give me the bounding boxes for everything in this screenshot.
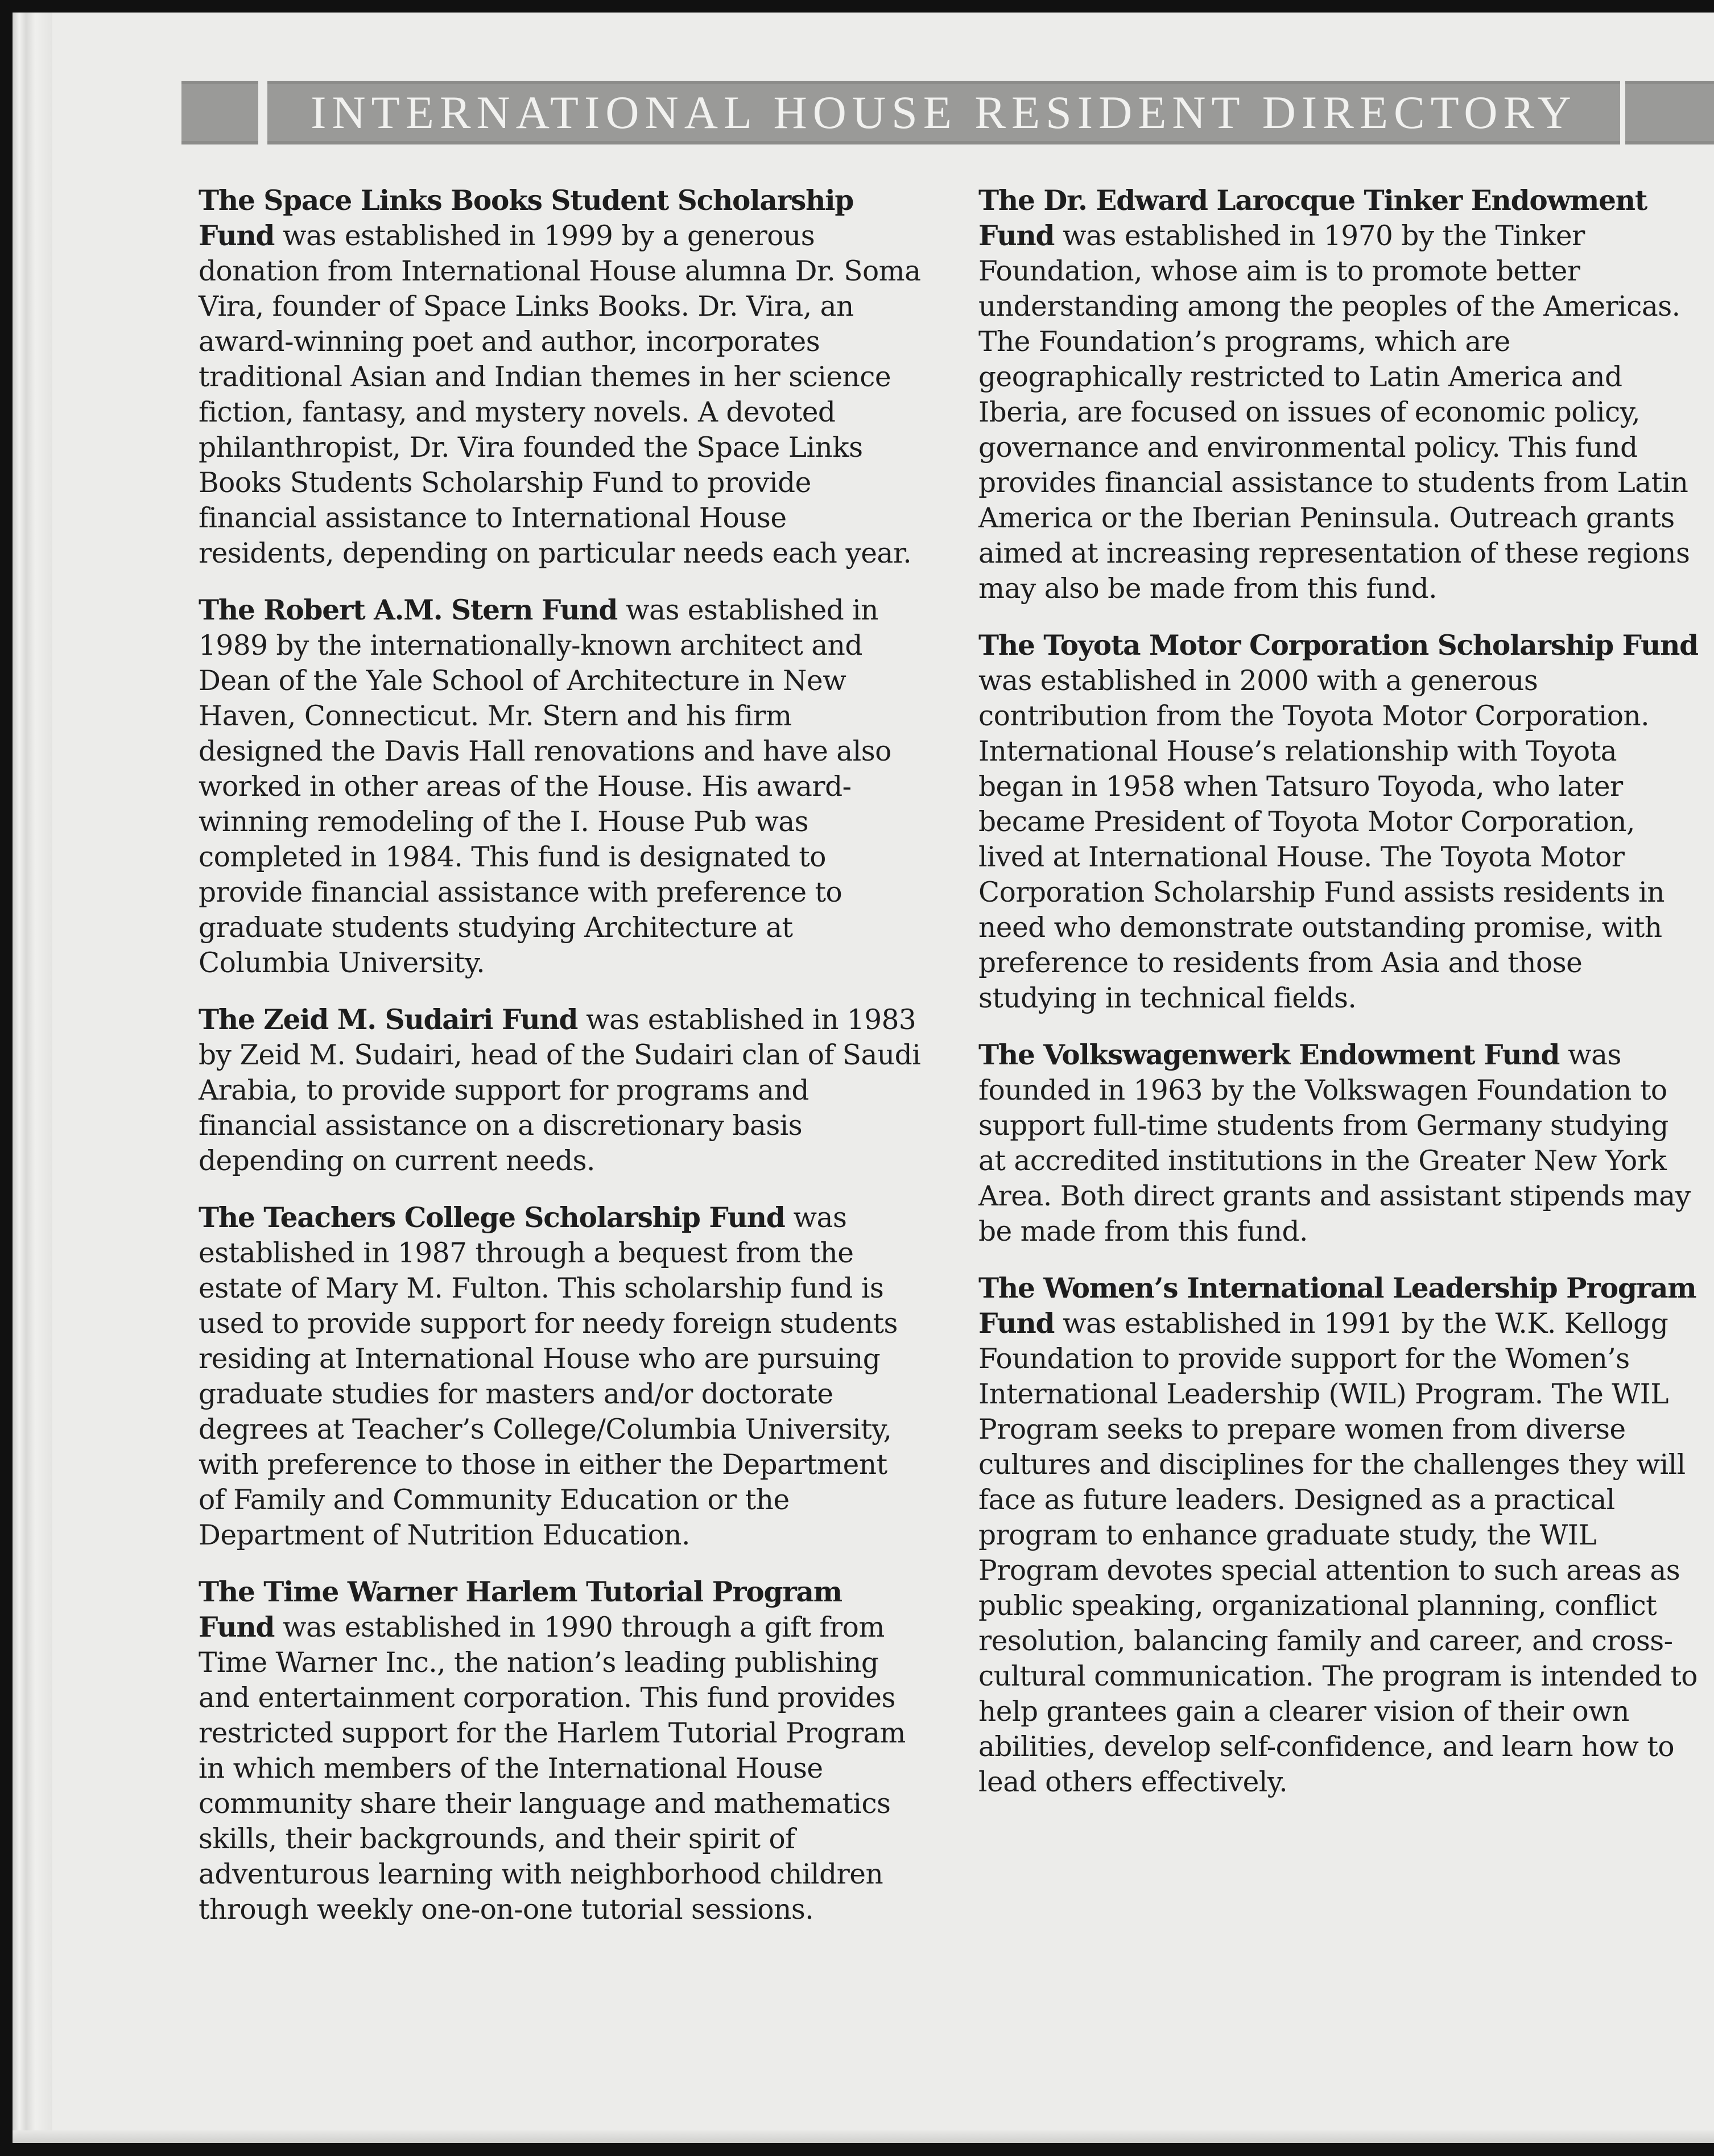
page-bottom-edge [13, 2130, 1714, 2143]
fund-entry [199, 1002, 921, 1179]
left-column [199, 183, 921, 1949]
fund-title: The Volkswagenwerk Endowment Fund [978, 1039, 1560, 1071]
header-title-bar [267, 81, 1620, 144]
fund-entry [199, 183, 921, 571]
fund-entry [978, 1038, 1704, 1249]
fund-description: was established in 1983 by Zeid M. Sudairi, head of the Sudairi clan of Saudi Arabia, to provide support for programs and financial assistance on a discretionary basis depending on current needs. [199, 1004, 921, 1177]
fund-title: The Robert A.M. Stern Fund [199, 594, 618, 626]
fund-entry [199, 1200, 921, 1553]
fund-entry [978, 1271, 1704, 1800]
fund-title: The Time Warner Harlem Tutorial Program Fund [199, 1576, 842, 1643]
fund-title: The Teachers College Scholarship Fund [199, 1201, 785, 1234]
fund-title: The Zeid M. Sudairi Fund [199, 1003, 578, 1036]
fund-entry [978, 183, 1704, 606]
fund-description: was established in 1970 by the Tinker Foundation, whose aim is to promote better understanding among the peoples of the Americas. The Foundation’s programs, which are geographically restricted to Latin America and Iberia, are focused on issues of economic policy, governance and environmental policy. This fund provides financial assistance to students from Latin America or the Iberian Peninsula. Outreach grants aimed at increasing representation of these regions may also be made from this fund. [978, 220, 1690, 605]
fund-title: The Women’s International Leadership Program Fund [978, 1272, 1696, 1340]
header-right-block [1625, 81, 1714, 144]
fund-description: was established in 1989 by the internationally-known architect and Dean of the Yale School of Architecture in New Haven, Connecticut. Mr. Stern and his firm designed the Davis Hall renovations and have also worked in other areas of the House. His award-winning remodeling of the I. House Pub was completed in 1984. This fund is designated to provide financial assistance with preference to graduate students studying Architecture at Columbia University. [199, 594, 891, 979]
fund-description: was established in 1987 through a bequest from the estate of Mary M. Fulton. This scholarship fund is used to provide support for needy foreign students residing at International House who are pursuing graduate studies for masters and/or doctorate degrees at Teacher’s College/Columbia University, with preference to those in either the Department of Family and Community Education or the Department of Nutrition Education. [199, 1202, 898, 1551]
scanned-page [13, 13, 1714, 2143]
fund-title: The Space Links Books Student Scholarship Fund [199, 184, 854, 252]
fund-entry [199, 1575, 921, 1927]
right-column [978, 183, 1704, 1822]
fund-entry [199, 593, 921, 981]
fund-description: was established in 1991 by the W.K. Kellogg Foundation to provide support for the Women’s International Leadership (WIL) Program. The WIL Program seeks to prepare women from diverse cultures and disciplines for the challenges they will face as future leaders. Designed as a practical program to enhance graduate study, the WIL Program devotes special attention to such areas as public speaking, organizational planning, conflict resolution, balancing family and career, and cross-cultural communication. The program is intended to help grantees gain a clearer vision of their own abilities, develop self-confidence, and learn how to lead others effectively. [978, 1308, 1698, 1798]
fund-title: The Toyota Motor Corporation Scholarship Fund [978, 629, 1698, 662]
fund-title: The Dr. Edward Larocque Tinker Endowment Fund [978, 184, 1647, 252]
header-left-block [181, 81, 258, 144]
fund-description: was established in 1999 by a generous donation from International House alumna Dr. Soma Vira, founder of Space Links Books. Dr. Vira, an award-winning poet and author, incorporates traditional Asian and Indian themes in her science fiction, fantasy, and mystery novels. A devoted philanthropist, Dr. Vira founded the Space Links Books Students Scholarship Fund to provide financial assistance to International House residents, depending on particular needs each year. [199, 220, 921, 569]
fund-description: was established in 2000 with a generous contribution from the Toyota Motor Corporation. International House’s relationship with Toyota began in 1958 when Tatsuro Toyoda, who later became President of Toyota Motor Corporation, lived at International House. The Toyota Motor Corporation Scholarship Fund assists residents in need who demonstrate outstanding promise, with preference to residents from Asia and those studying in technical fields. [978, 665, 1665, 1014]
fund-description: was established in 1990 through a gift from Time Warner Inc., the nation’s leading publishing and entertainment corporation. This fund provides restricted support for the Harlem Tutorial Program in which members of the International House community share their language and mathematics skills, their backgrounds, and their spirit of adventurous learning with neighborhood children through weekly one-on-one tutorial sessions. [199, 1612, 906, 1926]
page-title: INTERNATIONAL HOUSE RESIDENT DIRECTORY [311, 86, 1577, 138]
fund-entry [978, 628, 1704, 1016]
binding-edge [13, 13, 52, 2143]
fund-description: was founded in 1963 by the Volkswagen Foundation to support full-time students from Germany studying at accredited institutions in the Greater New York Area. Both direct grants and assistant stipends may be made from this fund. [978, 1039, 1691, 1248]
